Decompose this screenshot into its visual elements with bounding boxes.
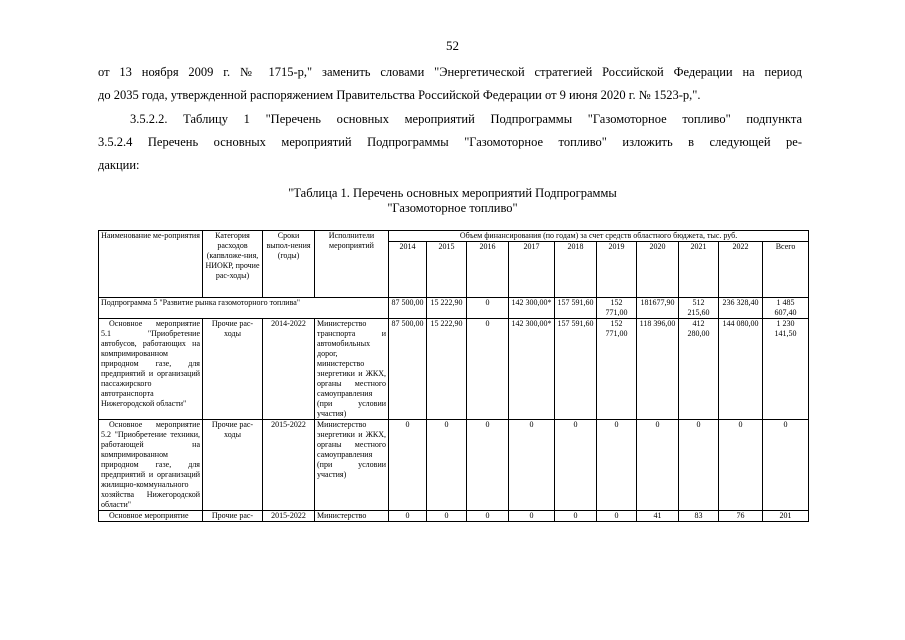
body-text-line: 3.5.2.4 Перечень основных мероприятий Подпрограммы "Газомоторное топливо" изложить в следующей ре- [98,135,802,149]
header-executor: Исполнители мероприятий [315,231,389,298]
value-cell-total: 1 230 141,50 [763,319,809,420]
header-year: 2020 [637,242,679,298]
value-cell: 87 500,00 [389,319,427,420]
activity-term: 2015-2022 [263,511,315,522]
activity-name: Основное мероприятие 5.2 "Приобретение техники, работающей на компримированном природном газе, для предприятий и организаций жилищно-коммунального хозяйства Нижегородской области" [99,420,203,511]
activity-term: 2014-2022 [263,319,315,420]
value-cell: 0 [509,511,555,522]
value-cell: 142 300,00* [509,319,555,420]
body-text-line: 3.5.2.2. Таблицу 1 "Перечень основных мероприятий Подпрограммы "Газомоторное топливо" подпункта [130,112,802,126]
header-term: Сроки выпол-нения (годы) [263,231,315,298]
value-cell: 512 215,60 [679,298,719,319]
header-year: 2019 [597,242,637,298]
header-name: Наименование ме-роприятия [99,231,203,298]
header-year: 2015 [427,242,467,298]
activity-executor: Министерство [315,511,389,522]
value-cell: 157 591,60 [555,298,597,319]
value-cell: 0 [467,511,509,522]
value-cell: 0 [679,420,719,511]
activity-category: Прочие рас-ходы [203,420,263,511]
activity-category: Прочие рас-ходы [203,319,263,420]
value-cell: 152 771,00 [597,319,637,420]
value-cell: 0 [509,420,555,511]
activity-name: Основное мероприятие 5.1 "Приобретение автобусов, работающих на компримированном природном газе, для предприятий и организаций пассажирского автотранспорта Нижегородской области" [99,319,203,420]
header-category: Категория расходов (капвложе-ния, НИОКР, прочие рас-ходы) [203,231,263,298]
value-cell: 15 222,90 [427,298,467,319]
value-cell: 0 [389,511,427,522]
value-cell: 181677,90 [637,298,679,319]
header-year-total: Всего [763,242,809,298]
header-year: 2021 [679,242,719,298]
activity-executor: Министерство транспорта и автомобильных дорог, министерство энергетики и ЖКХ, органы местного самоуправления (при условии участия) [315,319,389,420]
table-row [99,420,809,511]
value-cell: 236 328,40 [719,298,763,319]
value-cell: 0 [467,298,509,319]
value-cell: 152 771,00 [597,298,637,319]
activity-category: Прочие рас- [203,511,263,522]
value-cell: 0 [467,420,509,511]
activity-executor: Министерство энергетики и ЖКХ, органы местного самоуправления (при условии участия) [315,420,389,511]
table-row [99,511,809,522]
value-cell: 87 500,00 [389,298,427,319]
value-cell: 0 [555,511,597,522]
value-cell: 412 280,00 [679,319,719,420]
value-cell: 0 [597,511,637,522]
table-caption: "Таблица 1. Перечень основных мероприятий Подпрограммы [288,186,617,200]
value-cell: 142 300,00* [509,298,555,319]
subprogram-row [99,298,809,319]
value-cell-total: 201 [763,511,809,522]
activity-term: 2015-2022 [263,420,315,511]
table-row [99,319,809,420]
value-cell: 41 [637,511,679,522]
value-cell: 144 080,00 [719,319,763,420]
value-cell: 118 396,00 [637,319,679,420]
financing-table [98,230,809,522]
header-financing: Объем финансирования (по годам) за счет средств областного бюджета, тыс. руб. [389,231,809,242]
header-year: 2022 [719,242,763,298]
value-cell: 157 591,60 [555,319,597,420]
value-cell: 15 222,90 [427,319,467,420]
body-text-line: от 13 ноября 2009 г. № 1715-р," заменить словами "Энергетической стратегией Российской Федерации на период [98,65,802,79]
value-cell: 76 [719,511,763,522]
activity-name: Основное мероприятие [99,511,203,522]
body-text-line: до 2035 года, утвержденной распоряжением Правительства Российской Федерации от 9 июня 2020 г. № 1523-р,". [98,88,701,102]
value-cell: 0 [719,420,763,511]
table-caption: "Газомоторное топливо" [387,201,518,215]
value-cell: 0 [597,420,637,511]
value-cell-total: 1 485 607,40 [763,298,809,319]
header-year: 2014 [389,242,427,298]
header-year: 2018 [555,242,597,298]
value-cell: 0 [427,511,467,522]
body-text-line: дакции: [98,158,140,172]
value-cell: 83 [679,511,719,522]
subprogram-title: Подпрограмма 5 "Развитие рынка газомоторного топлива" [99,298,389,319]
value-cell: 0 [555,420,597,511]
value-cell: 0 [637,420,679,511]
header-year: 2016 [467,242,509,298]
header-year: 2017 [509,242,555,298]
page-number: 52 [446,38,459,53]
value-cell: 0 [389,420,427,511]
value-cell: 0 [427,420,467,511]
table-header-row [99,231,809,242]
value-cell: 0 [467,319,509,420]
value-cell-total: 0 [763,420,809,511]
